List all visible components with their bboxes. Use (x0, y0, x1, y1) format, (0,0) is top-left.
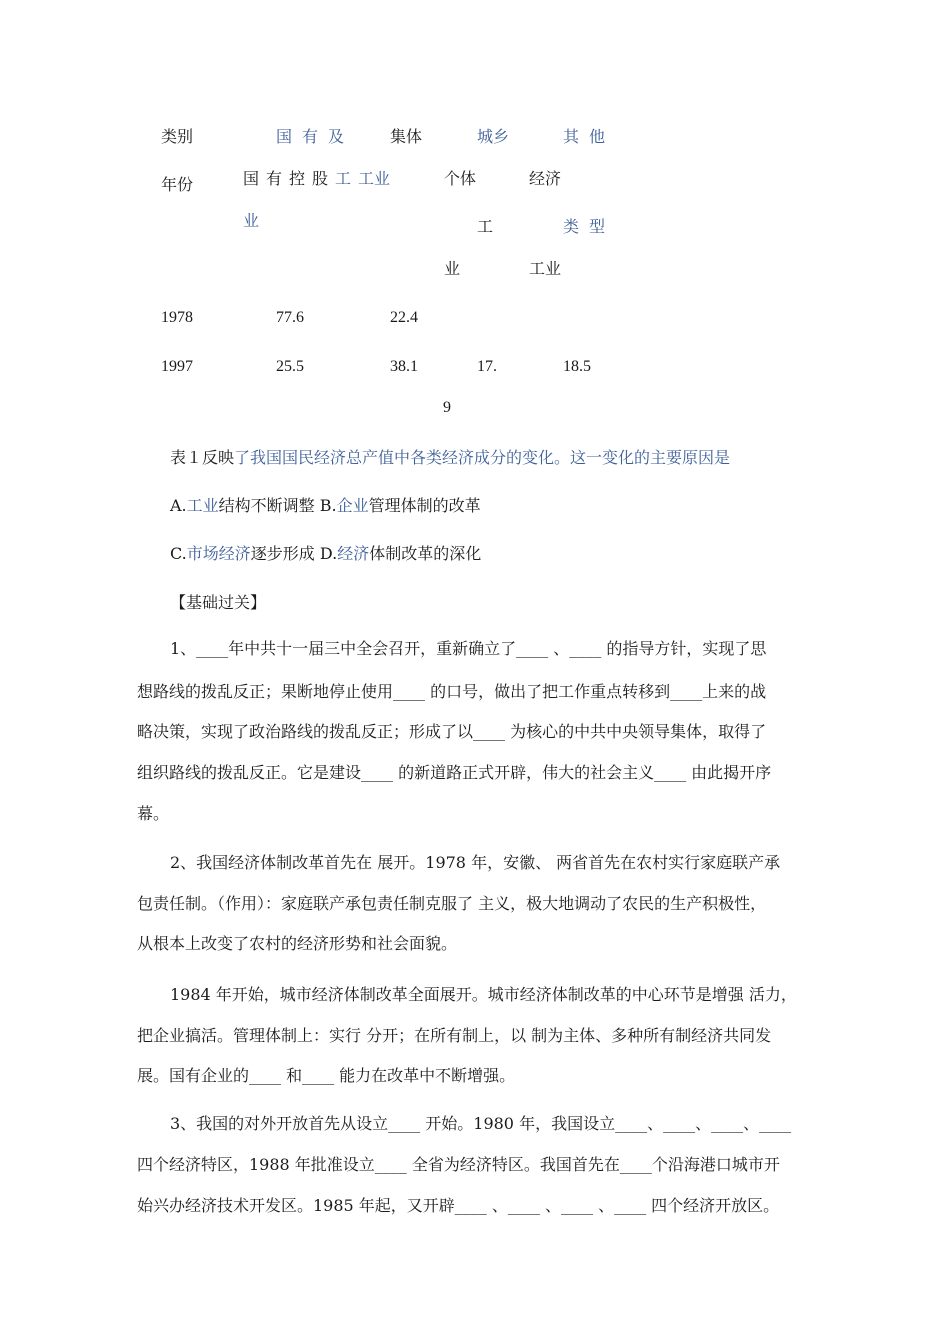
option-c-text: 逐步形成 D. (250, 544, 338, 563)
table-row-1997-c3-wrap: 9 (443, 399, 451, 416)
question-options-ab (170, 496, 481, 516)
p1-line-2: 想路线的拨乱反正；果断地停止使用____ 的口号，做出了把工作重点转移到____上来的战 (137, 682, 767, 701)
question-stem-text: 了我国国民经济总产值中各类经济成分的变化。这一变化的主要原因是 (234, 448, 731, 467)
table-row-1978-c2: 22.4 (390, 309, 418, 326)
p2-line-2: 包责任制。（作用）：家庭联产承包责任制克服了 主义，极大地调动了农民的生产积极性， (137, 894, 767, 913)
option-d-text: 体制改革的深化 (369, 544, 482, 563)
option-a-link[interactable]: 工业 (186, 496, 219, 515)
table-row-1997-year: 1997 (161, 358, 193, 375)
table-row-1997-c3: 17. (477, 358, 497, 375)
table-row-1997-c1: 25.5 (276, 358, 304, 375)
table-row-1978-year: 1978 (161, 309, 193, 326)
p4-line-3: 始兴办经济技术开发区。1985 年起，又开辟____ 、____ 、____ 、____ 四个经济开放区。 (137, 1196, 780, 1215)
p2-line-1: 2、我国经济体制改革首先在 展开。1978 年，安徽、 两省首先在农村实行家庭联产承 (170, 853, 781, 872)
section-title: 【基础过关】 (170, 593, 267, 612)
question-options-cd (170, 544, 481, 564)
table-col1-header-line2-link: 工 (335, 169, 352, 188)
table-col3-header-line3: 工 (477, 217, 494, 236)
option-b-link[interactable]: 企业 (336, 496, 369, 515)
table-col2-header-line2: 工业 (358, 169, 391, 188)
table-row-1978-c1: 77.6 (276, 309, 304, 326)
p1-line-1: 1、____年中共十一届三中全会召开，重新确立了____ 、____ 的指导方针，实现了思 (170, 639, 767, 658)
table-row-1997-c4: 18.5 (563, 358, 591, 375)
option-a-prefix: A. (170, 496, 187, 515)
question-stem-prefix: 表１反映 (170, 448, 235, 467)
table-col2-header-line1: 集体 (390, 127, 423, 146)
table-col4-header-line3: 类型 (563, 217, 616, 236)
table-col1-header-line2-text: 国有控股 (243, 169, 336, 188)
option-b-text: 管理体制的改革 (368, 496, 481, 515)
table-col3-header-line4: 业 (444, 259, 461, 278)
p4-line-2: 四个经济特区，1988 年批准设立____ 全省为经济特区。我国首先在____个沿海港口城市开 (137, 1155, 780, 1174)
table-col1-header-line3: 业 (243, 211, 260, 230)
p2-line-3: 从根本上改变了农村的经济形势和社会面貌。 (137, 934, 458, 953)
table-col3-header-line2: 个体 (444, 169, 477, 188)
question-stem (170, 448, 730, 468)
option-d-link[interactable]: 经济 (337, 544, 370, 563)
p3-line-1: 1984 年开始，城市经济体制改革全面展开。城市经济体制改革的中心环节是增强 活力， (170, 985, 797, 1004)
table-col3-header-line1: 城乡 (477, 127, 510, 146)
table-header-category: 类别 (161, 127, 194, 146)
table-col1-header-line2 (243, 169, 351, 189)
table-col1-header-line1: 国有及 (276, 127, 355, 146)
table-header-year: 年份 (161, 175, 194, 194)
p1-line-5: 幕。 (137, 804, 170, 823)
option-a-text: 结构不断调整 B. (218, 496, 337, 515)
p1-line-4: 组织路线的拨乱反正。它是建设____ 的新道路正式开辟，伟大的社会主义____ 由此揭开序 (137, 763, 772, 782)
p1-line-3: 略决策，实现了政治路线的拨乱反正；形成了以____ 为核心的中共中央领导集体，取得了 (137, 722, 767, 741)
table-col4-header-line2: 经济 (529, 169, 562, 188)
table-col4-header-line1: 其他 (563, 127, 616, 146)
p4-line-1: 3、我国的对外开放首先从设立____ 开始。1980 年，我国设立____、____、____、____ (170, 1114, 792, 1133)
option-c-prefix: C. (170, 544, 187, 563)
p3-line-3: 展。国有企业的____ 和____ 能力在改革中不断增强。 (137, 1066, 516, 1085)
table-col4-header-line4: 工业 (529, 259, 562, 278)
option-c-link[interactable]: 市场经济 (186, 544, 251, 563)
table-row-1997-c2: 38.1 (390, 358, 418, 375)
p3-line-2: 把企业搞活。管理体制上：实行 分开；在所有制上，以 制为主体、多种所有制经济共同发 (137, 1026, 772, 1045)
